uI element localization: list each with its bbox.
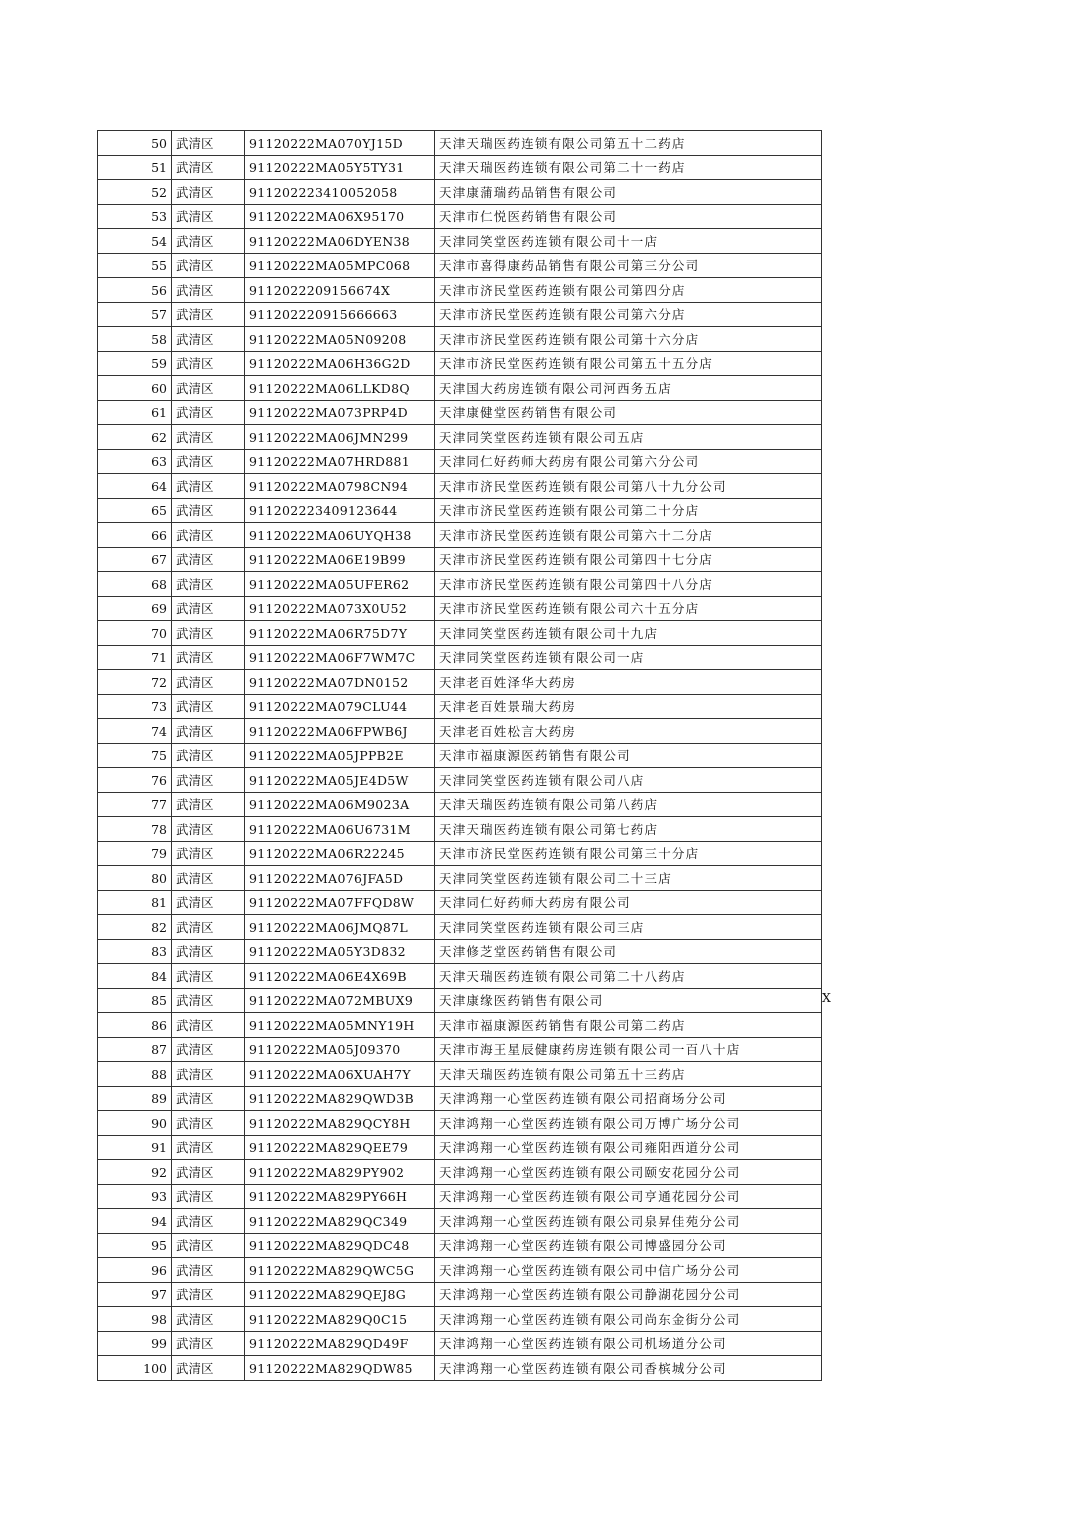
row-company-name: 天津老百姓泽华大药房 xyxy=(435,670,822,695)
row-credit-code: 91120222MA05Y5TY31 xyxy=(245,155,435,180)
row-credit-code: 9112022209156674X xyxy=(245,278,435,303)
row-number: 81 xyxy=(98,890,172,915)
table-row xyxy=(98,1013,822,1038)
row-company-name: 天津市喜得康药品销售有限公司第三分公司 xyxy=(435,253,822,278)
row-company-name: 天津国大药房连锁有限公司河西务五店 xyxy=(435,376,822,401)
row-district: 武清区 xyxy=(172,768,245,793)
table-row xyxy=(98,204,822,229)
table-row xyxy=(98,1307,822,1332)
table-row xyxy=(98,547,822,572)
table-row xyxy=(98,131,822,156)
row-credit-code: 91120222MA829QDC48 xyxy=(245,1233,435,1258)
row-number: 71 xyxy=(98,645,172,670)
table-row xyxy=(98,302,822,327)
row-number: 92 xyxy=(98,1160,172,1185)
row-company-name: 天津同笑堂医药连锁有限公司三店 xyxy=(435,915,822,940)
table-row xyxy=(98,1282,822,1307)
row-number: 70 xyxy=(98,621,172,646)
row-credit-code: 91120222MA07FFQD8W xyxy=(245,890,435,915)
table-row xyxy=(98,180,822,205)
table-row xyxy=(98,939,822,964)
row-company-name: 天津市济民堂医药连锁有限公司六十五分店 xyxy=(435,596,822,621)
row-district: 武清区 xyxy=(172,498,245,523)
row-district: 武清区 xyxy=(172,302,245,327)
row-number: 86 xyxy=(98,1013,172,1038)
row-number: 63 xyxy=(98,449,172,474)
row-number: 100 xyxy=(98,1356,172,1381)
row-number: 69 xyxy=(98,596,172,621)
row-credit-code: 91120222MA07DN0152 xyxy=(245,670,435,695)
table-row xyxy=(98,253,822,278)
row-credit-code: 91120222MA06UYQH38 xyxy=(245,523,435,548)
row-district: 武清区 xyxy=(172,743,245,768)
row-district: 武清区 xyxy=(172,376,245,401)
table-row xyxy=(98,988,822,1013)
row-company-name: 天津修芝堂医药销售有限公司 xyxy=(435,939,822,964)
row-number: 96 xyxy=(98,1258,172,1283)
row-number: 73 xyxy=(98,694,172,719)
row-credit-code: 91120222MA06FPWB6J xyxy=(245,719,435,744)
table-row xyxy=(98,449,822,474)
row-district: 武清区 xyxy=(172,1160,245,1185)
row-company-name: 天津市福康源医药销售有限公司 xyxy=(435,743,822,768)
row-company-name: 天津市济民堂医药连锁有限公司第六分店 xyxy=(435,302,822,327)
row-company-name: 天津鸿翔一心堂医药连锁有限公司亨通花园分公司 xyxy=(435,1184,822,1209)
row-credit-code: 91120222MA06JMQ87L xyxy=(245,915,435,940)
table-row xyxy=(98,743,822,768)
row-number: 60 xyxy=(98,376,172,401)
row-credit-code: 91120222MA06R75D7Y xyxy=(245,621,435,646)
row-district: 武清区 xyxy=(172,180,245,205)
row-district: 武清区 xyxy=(172,1233,245,1258)
row-number: 58 xyxy=(98,327,172,352)
table-row xyxy=(98,817,822,842)
table-row xyxy=(98,376,822,401)
row-company-name: 天津鸿翔一心堂医药连锁有限公司泉昇佳苑分公司 xyxy=(435,1209,822,1234)
row-district: 武清区 xyxy=(172,474,245,499)
row-district: 武清区 xyxy=(172,1135,245,1160)
row-credit-code: 91120222MA829QWD3B xyxy=(245,1086,435,1111)
row-credit-code: 91120222MA06LLKD8Q xyxy=(245,376,435,401)
table-row xyxy=(98,1209,822,1234)
table-row xyxy=(98,523,822,548)
row-credit-code: 91120222MA829QEJ8G xyxy=(245,1282,435,1307)
row-district: 武清区 xyxy=(172,253,245,278)
row-credit-code: 91120222MA05JPPB2E xyxy=(245,743,435,768)
row-company-name: 天津市济民堂医药连锁有限公司第六十二分店 xyxy=(435,523,822,548)
row-district: 武清区 xyxy=(172,155,245,180)
table-row xyxy=(98,1086,822,1111)
row-number: 68 xyxy=(98,572,172,597)
table-row xyxy=(98,278,822,303)
table-row xyxy=(98,890,822,915)
row-credit-code: 91120222MA829Q0C15 xyxy=(245,1307,435,1332)
row-credit-code: 91120222MA829QD49F xyxy=(245,1331,435,1356)
table-row xyxy=(98,572,822,597)
row-district: 武清区 xyxy=(172,939,245,964)
row-district: 武清区 xyxy=(172,1331,245,1356)
row-company-name: 天津康蒲瑞药品销售有限公司 xyxy=(435,180,822,205)
row-number: 99 xyxy=(98,1331,172,1356)
row-number: 50 xyxy=(98,131,172,156)
row-number: 52 xyxy=(98,180,172,205)
row-district: 武清区 xyxy=(172,988,245,1013)
row-company-name: 天津天瑞医药连锁有限公司第五十三药店 xyxy=(435,1062,822,1087)
row-credit-code: 91120222MA079CLU44 xyxy=(245,694,435,719)
table-row xyxy=(98,229,822,254)
row-number: 79 xyxy=(98,841,172,866)
row-number: 90 xyxy=(98,1111,172,1136)
row-company-name: 天津天瑞医药连锁有限公司第五十二药店 xyxy=(435,131,822,156)
row-company-name: 天津鸿翔一心堂医药连锁有限公司招商场分公司 xyxy=(435,1086,822,1111)
row-company-name: 天津市福康源医药销售有限公司第二药店 xyxy=(435,1013,822,1038)
row-company-name: 天津鸿翔一心堂医药连锁有限公司静湖花园分公司 xyxy=(435,1282,822,1307)
row-number: 64 xyxy=(98,474,172,499)
row-company-name: 天津市济民堂医药连锁有限公司第四分店 xyxy=(435,278,822,303)
row-credit-code: 91120222MA05Y3D832 xyxy=(245,939,435,964)
row-credit-code: 91120222MA829PY902 xyxy=(245,1160,435,1185)
row-district: 武清区 xyxy=(172,400,245,425)
row-district: 武清区 xyxy=(172,645,245,670)
row-credit-code: 91120222MA073X0U52 xyxy=(245,596,435,621)
row-district: 武清区 xyxy=(172,621,245,646)
row-company-name: 天津老百姓松言大药房 xyxy=(435,719,822,744)
row-company-name: 天津天瑞医药连锁有限公司第二十八药店 xyxy=(435,964,822,989)
row-number: 72 xyxy=(98,670,172,695)
table-row xyxy=(98,1233,822,1258)
row-company-name: 天津同仁好药师大药房有限公司第六分公司 xyxy=(435,449,822,474)
table-row xyxy=(98,1160,822,1185)
table-row xyxy=(98,719,822,744)
row-company-name: 天津鸿翔一心堂医药连锁有限公司中信广场分公司 xyxy=(435,1258,822,1283)
row-number: 89 xyxy=(98,1086,172,1111)
row-district: 武清区 xyxy=(172,817,245,842)
table-body xyxy=(98,131,822,1381)
row-credit-code: 91120222MA06XUAH7Y xyxy=(245,1062,435,1087)
row-number: 94 xyxy=(98,1209,172,1234)
row-number: 51 xyxy=(98,155,172,180)
row-credit-code: 911202223410052058 xyxy=(245,180,435,205)
table-row xyxy=(98,670,822,695)
row-district: 武清区 xyxy=(172,719,245,744)
row-credit-code: 91120222MA06DYEN38 xyxy=(245,229,435,254)
row-number: 76 xyxy=(98,768,172,793)
row-number: 59 xyxy=(98,351,172,376)
row-district: 武清区 xyxy=(172,523,245,548)
row-district: 武清区 xyxy=(172,915,245,940)
row-credit-code: 91120222MA06X95170 xyxy=(245,204,435,229)
row-credit-code: 91120222MA076JFA5D xyxy=(245,866,435,891)
row-company-name: 天津鸿翔一心堂医药连锁有限公司博盛园分公司 xyxy=(435,1233,822,1258)
row-credit-code: 91120222MA829QWC5G xyxy=(245,1258,435,1283)
row-district: 武清区 xyxy=(172,204,245,229)
row-number: 62 xyxy=(98,425,172,450)
row-credit-code: 91120222MA06U6731M xyxy=(245,817,435,842)
row-district: 武清区 xyxy=(172,1258,245,1283)
row-company-name: 天津市济民堂医药连锁有限公司第三十分店 xyxy=(435,841,822,866)
row-district: 武清区 xyxy=(172,866,245,891)
table-row xyxy=(98,1356,822,1381)
row-number: 98 xyxy=(98,1307,172,1332)
row-company-name: 天津同仁好药师大药房有限公司 xyxy=(435,890,822,915)
row-district: 武清区 xyxy=(172,547,245,572)
row-credit-code: 91120222MA073PRP4D xyxy=(245,400,435,425)
row-company-name: 天津市济民堂医药连锁有限公司第十六分店 xyxy=(435,327,822,352)
row-number: 80 xyxy=(98,866,172,891)
row-district: 武清区 xyxy=(172,792,245,817)
table-row xyxy=(98,1135,822,1160)
table-row xyxy=(98,792,822,817)
row-credit-code: 911202223409123644 xyxy=(245,498,435,523)
row-district: 武清区 xyxy=(172,572,245,597)
row-credit-code: 911202220915666663 xyxy=(245,302,435,327)
row-credit-code: 91120222MA06M9023A xyxy=(245,792,435,817)
table-row xyxy=(98,915,822,940)
row-district: 武清区 xyxy=(172,1062,245,1087)
row-number: 61 xyxy=(98,400,172,425)
row-number: 91 xyxy=(98,1135,172,1160)
row-company-name: 天津天瑞医药连锁有限公司第二十一药店 xyxy=(435,155,822,180)
row-company-name: 天津市济民堂医药连锁有限公司第四十七分店 xyxy=(435,547,822,572)
table-row xyxy=(98,155,822,180)
row-district: 武清区 xyxy=(172,351,245,376)
row-district: 武清区 xyxy=(172,1356,245,1381)
row-credit-code: 91120222MA829QCY8H xyxy=(245,1111,435,1136)
row-company-name: 天津鸿翔一心堂医药连锁有限公司万博广场分公司 xyxy=(435,1111,822,1136)
row-company-name: 天津市海王星辰健康药房连锁有限公司一百八十店 xyxy=(435,1037,822,1062)
row-company-name: 天津市济民堂医药连锁有限公司第四十八分店 xyxy=(435,572,822,597)
row-company-name: 天津鸿翔一心堂医药连锁有限公司雍阳西道分公司 xyxy=(435,1135,822,1160)
table-row xyxy=(98,327,822,352)
row-number: 97 xyxy=(98,1282,172,1307)
table-row xyxy=(98,1331,822,1356)
row-company-name: 天津同笑堂医药连锁有限公司二十三店 xyxy=(435,866,822,891)
row-number: 78 xyxy=(98,817,172,842)
table-row xyxy=(98,694,822,719)
row-company-name: 天津老百姓景瑞大药房 xyxy=(435,694,822,719)
row-number: 54 xyxy=(98,229,172,254)
row-credit-code: 91120222MA06E4X69B xyxy=(245,964,435,989)
row-company-name: 天津鸿翔一心堂医药连锁有限公司尚东金街分公司 xyxy=(435,1307,822,1332)
row-credit-code: 91120222MA06E19B99 xyxy=(245,547,435,572)
row-credit-code: 91120222MA829QEE79 xyxy=(245,1135,435,1160)
row-number: 74 xyxy=(98,719,172,744)
pharmacy-table xyxy=(97,130,822,1381)
row-credit-code: 91120222MA072MBUX9 xyxy=(245,988,435,1013)
row-number: 85 xyxy=(98,988,172,1013)
table-row xyxy=(98,866,822,891)
row-credit-code: 91120222MA829PY66H xyxy=(245,1184,435,1209)
row-credit-code: 91120222MA05MNY19H xyxy=(245,1013,435,1038)
table-row xyxy=(98,1258,822,1283)
row-number: 75 xyxy=(98,743,172,768)
row-district: 武清区 xyxy=(172,449,245,474)
table-row xyxy=(98,768,822,793)
row-district: 武清区 xyxy=(172,1209,245,1234)
table-row xyxy=(98,596,822,621)
table-row xyxy=(98,1111,822,1136)
row-number: 57 xyxy=(98,302,172,327)
row-district: 武清区 xyxy=(172,1086,245,1111)
row-company-name: 天津同笑堂医药连锁有限公司八店 xyxy=(435,768,822,793)
row-credit-code: 91120222MA829QDW85 xyxy=(245,1356,435,1381)
row-company-name: 天津鸿翔一心堂医药连锁有限公司颐安花园分公司 xyxy=(435,1160,822,1185)
table-row xyxy=(98,425,822,450)
row-number: 65 xyxy=(98,498,172,523)
row-company-name: 天津天瑞医药连锁有限公司第八药店 xyxy=(435,792,822,817)
row-district: 武清区 xyxy=(172,229,245,254)
row-company-name: 天津鸿翔一心堂医药连锁有限公司机场道分公司 xyxy=(435,1331,822,1356)
row-number: 66 xyxy=(98,523,172,548)
row-district: 武清区 xyxy=(172,596,245,621)
row-company-name: 天津同笑堂医药连锁有限公司一店 xyxy=(435,645,822,670)
row-district: 武清区 xyxy=(172,670,245,695)
row-district: 武清区 xyxy=(172,841,245,866)
row-company-name: 天津市济民堂医药连锁有限公司第五十五分店 xyxy=(435,351,822,376)
row-credit-code: 91120222MA05J09370 xyxy=(245,1037,435,1062)
row-number: 53 xyxy=(98,204,172,229)
table-row xyxy=(98,474,822,499)
row-number: 88 xyxy=(98,1062,172,1087)
row-district: 武清区 xyxy=(172,1037,245,1062)
row-district: 武清区 xyxy=(172,131,245,156)
row-company-name: 天津同笑堂医药连锁有限公司十九店 xyxy=(435,621,822,646)
row-credit-code: 91120222MA05N09208 xyxy=(245,327,435,352)
row-company-name: 天津同笑堂医药连锁有限公司十一店 xyxy=(435,229,822,254)
row-credit-code: 91120222MA070YJ15D xyxy=(245,131,435,156)
row-district: 武清区 xyxy=(172,1013,245,1038)
row-credit-code: 91120222MA05JE4D5W xyxy=(245,768,435,793)
row-company-name: 天津鸿翔一心堂医药连锁有限公司香槟城分公司 xyxy=(435,1356,822,1381)
row-credit-code: 91120222MA0798CN94 xyxy=(245,474,435,499)
table-row xyxy=(98,621,822,646)
table-row xyxy=(98,964,822,989)
row-number: 87 xyxy=(98,1037,172,1062)
row-credit-code: 91120222MA07HRD881 xyxy=(245,449,435,474)
row-district: 武清区 xyxy=(172,1184,245,1209)
table-row xyxy=(98,351,822,376)
row-company-name: 天津市济民堂医药连锁有限公司第八十九分公司 xyxy=(435,474,822,499)
row-company-name: 天津康健堂医药销售有限公司 xyxy=(435,400,822,425)
row-number: 93 xyxy=(98,1184,172,1209)
row-company-name: 天津同笑堂医药连锁有限公司五店 xyxy=(435,425,822,450)
row-number: 82 xyxy=(98,915,172,940)
row-district: 武清区 xyxy=(172,964,245,989)
row-credit-code: 91120222MA06JMN299 xyxy=(245,425,435,450)
table-row xyxy=(98,498,822,523)
row-number: 67 xyxy=(98,547,172,572)
row-number: 55 xyxy=(98,253,172,278)
row-district: 武清区 xyxy=(172,1307,245,1332)
row-number: 95 xyxy=(98,1233,172,1258)
row-company-name: 天津市济民堂医药连锁有限公司第二十分店 xyxy=(435,498,822,523)
table-row xyxy=(98,1037,822,1062)
row-credit-code: 91120222MA05UFER62 xyxy=(245,572,435,597)
row-credit-code: 91120222MA829QC349 xyxy=(245,1209,435,1234)
row-district: 武清区 xyxy=(172,890,245,915)
row-district: 武清区 xyxy=(172,327,245,352)
row-number: 83 xyxy=(98,939,172,964)
table-row xyxy=(98,400,822,425)
row-company-name: 天津康缘医药销售有限公司 xyxy=(435,988,822,1013)
row-district: 武清区 xyxy=(172,278,245,303)
table-row xyxy=(98,841,822,866)
side-mark: X xyxy=(822,990,831,1005)
row-credit-code: 91120222MA05MPC068 xyxy=(245,253,435,278)
row-number: 84 xyxy=(98,964,172,989)
row-credit-code: 91120222MA06H36G2D xyxy=(245,351,435,376)
row-number: 77 xyxy=(98,792,172,817)
table-row xyxy=(98,1184,822,1209)
row-credit-code: 91120222MA06F7WM7C xyxy=(245,645,435,670)
row-district: 武清区 xyxy=(172,1282,245,1307)
row-credit-code: 91120222MA06R22245 xyxy=(245,841,435,866)
table-row xyxy=(98,1062,822,1087)
row-district: 武清区 xyxy=(172,694,245,719)
table-row xyxy=(98,645,822,670)
row-number: 56 xyxy=(98,278,172,303)
row-district: 武清区 xyxy=(172,1111,245,1136)
row-company-name: 天津市仁悦医药销售有限公司 xyxy=(435,204,822,229)
row-company-name: 天津天瑞医药连锁有限公司第七药店 xyxy=(435,817,822,842)
row-district: 武清区 xyxy=(172,425,245,450)
